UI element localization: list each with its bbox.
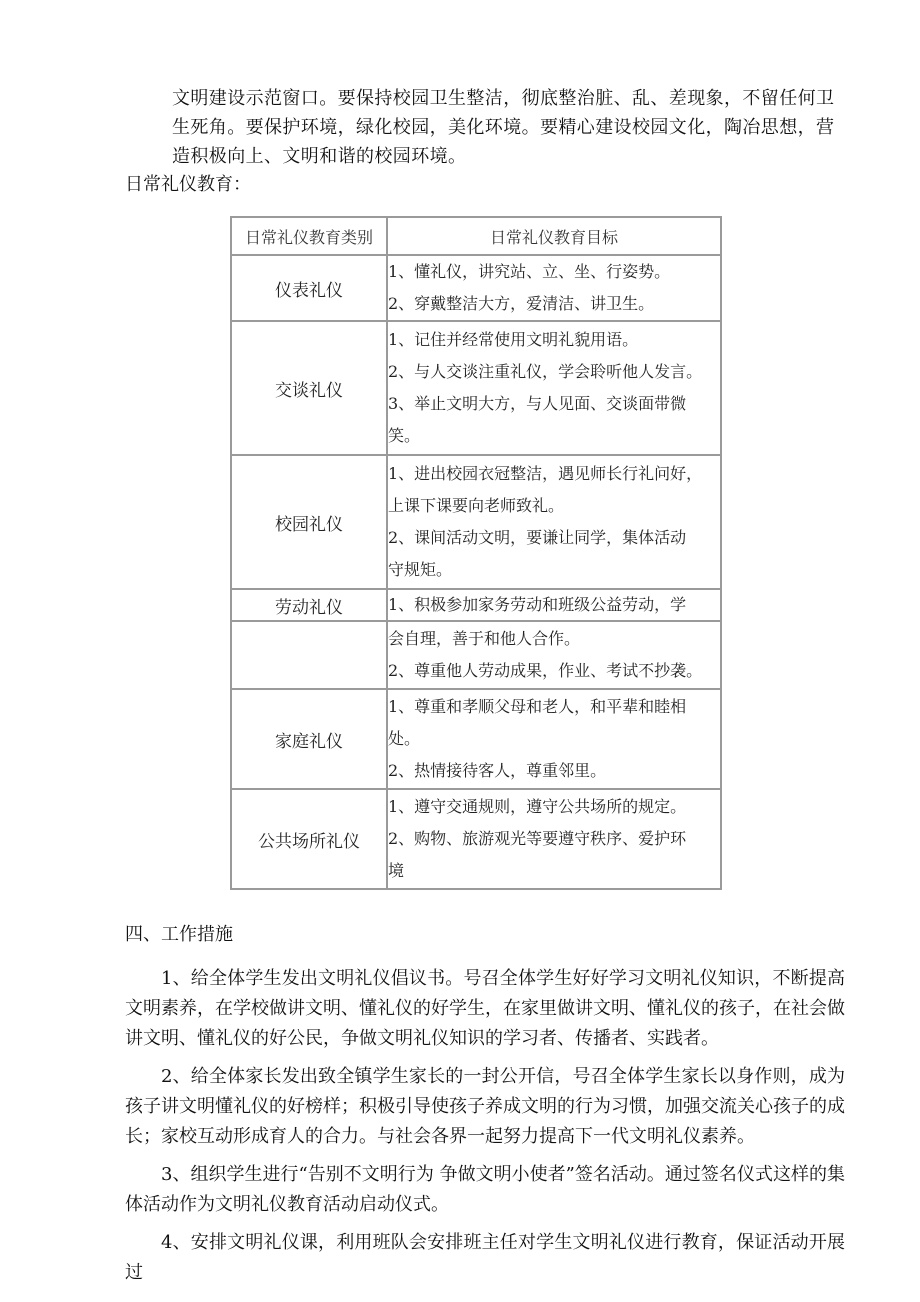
goal-line: 1、懂礼仪，讲究站、立、坐、行姿势。 [388,262,671,281]
intro-paragraph: 文明建设示范窗口。要保持校园卫生整洁，彻底整治脏、乱、差现象，不留任何卫生死角。要保护环境，绿化校园，美化环境。要精心建设校园文化，陶冶思想，营造积极向上、文明和谐的校园环境。 [172,88,835,167]
goals-cell [387,321,721,455]
table-row [231,789,721,889]
category-cell: 仪表礼仪 [231,255,387,321]
category-cell: 交谈礼仪 [231,321,387,455]
goals-cell [387,789,721,889]
subheading-daily-etiquette: 日常礼仪教育： [125,174,251,195]
goal-line: 2、尊重他人劳动成果，作业、考试不抄袭。 [388,661,703,680]
goals-cell [387,689,721,789]
table-row [231,321,721,455]
table-row [231,621,721,689]
goal-line: 守规矩。 [388,560,453,579]
etiquette-table [230,216,722,890]
goal-line: 上课下课要向老师致礼。 [388,496,565,515]
goal-line: 1、尊重和孝顺父母和老人，和平辈和睦相 [388,697,687,716]
goal-line: 1、积极参加家务劳动和班级公益劳动，学 [388,595,687,614]
goal-line: 2、热情接待客人，尊重邻里。 [388,761,607,780]
table-header-row [231,217,721,255]
goal-line: 1、进出校园衣冠整洁，遇见师长行礼问好， [388,464,703,483]
goal-line: 处。 [388,729,421,748]
goal-line: 1、记住并经常使用文明礼貌用语。 [388,330,639,349]
table-row [231,255,721,321]
goals-cell [387,255,721,321]
header-category: 日常礼仪教育类别 [231,217,387,255]
category-cell: 公共场所礼仪 [231,789,387,889]
goal-line: 1、遵守交通规则，遵守公共场所的规定。 [388,797,687,816]
goal-line: 笑。 [388,426,421,445]
goals-cell [387,621,721,689]
goals-cell [387,589,721,621]
header-goals: 日常礼仪教育目标 [387,217,721,255]
category-cell: 家庭礼仪 [231,689,387,789]
category-cell-empty [231,621,387,689]
goal-line: 境 [388,861,405,880]
goal-line: 3、举止文明大方，与人见面、交谈面带微 [388,394,687,413]
table-row [231,455,721,589]
category-cell: 校园礼仪 [231,455,387,589]
goal-line: 2、穿戴整洁大方，爱清洁、讲卫生。 [388,294,655,313]
table-row [231,689,721,789]
work-measures-section [125,920,845,1296]
section-heading: 四、工作措施 [125,924,233,945]
category-cell: 劳动礼仪 [231,589,387,621]
measure-paragraph: 1、给全体学生发出文明礼仪倡议书。号召全体学生好好学习文明礼仪知识，不断提高文明素养，在学校做讲文明、懂礼仪的好学生，在家里做讲文明、懂礼仪的孩子，在社会做讲文明、懂礼仪的好公民，争做文明礼仪知识的学习者、传播者、实践者。 [125,968,845,1049]
measure-paragraph: 3、组织学生进行“告别不文明行为 争做文明小使者”签名活动。通过签名仪式这样的集体活动作为文明礼仪教育活动启动仪式。 [125,1164,845,1215]
measure-paragraph: 2、给全体家长发出致全镇学生家长的一封公开信，号召全体学生家长以身作则，成为孩子讲文明懂礼仪的好榜样；积极引导使孩子养成文明的行为习惯，加强交流关心孩子的成长；家校互动形成育人的合力。与社会各界一起努力提高下一代文明礼仪素养。 [125,1066,845,1147]
goal-line: 2、与人交谈注重礼仪，学会聆听他人发言。 [388,362,703,381]
goal-line: 会自理，善于和他人合作。 [388,629,581,648]
goal-line: 2、课间活动文明，要谦让同学，集体活动 [388,528,687,547]
measure-paragraph: 4、安排文明礼仪课，利用班队会安排班主任对学生文明礼仪进行教育，保证活动开展过 [125,1232,845,1283]
goal-line: 2、购物、旅游观光等要遵守秩序、爱护环 [388,829,687,848]
goals-cell [387,455,721,589]
table-row [231,589,721,621]
etiquette-table-container [230,216,720,890]
